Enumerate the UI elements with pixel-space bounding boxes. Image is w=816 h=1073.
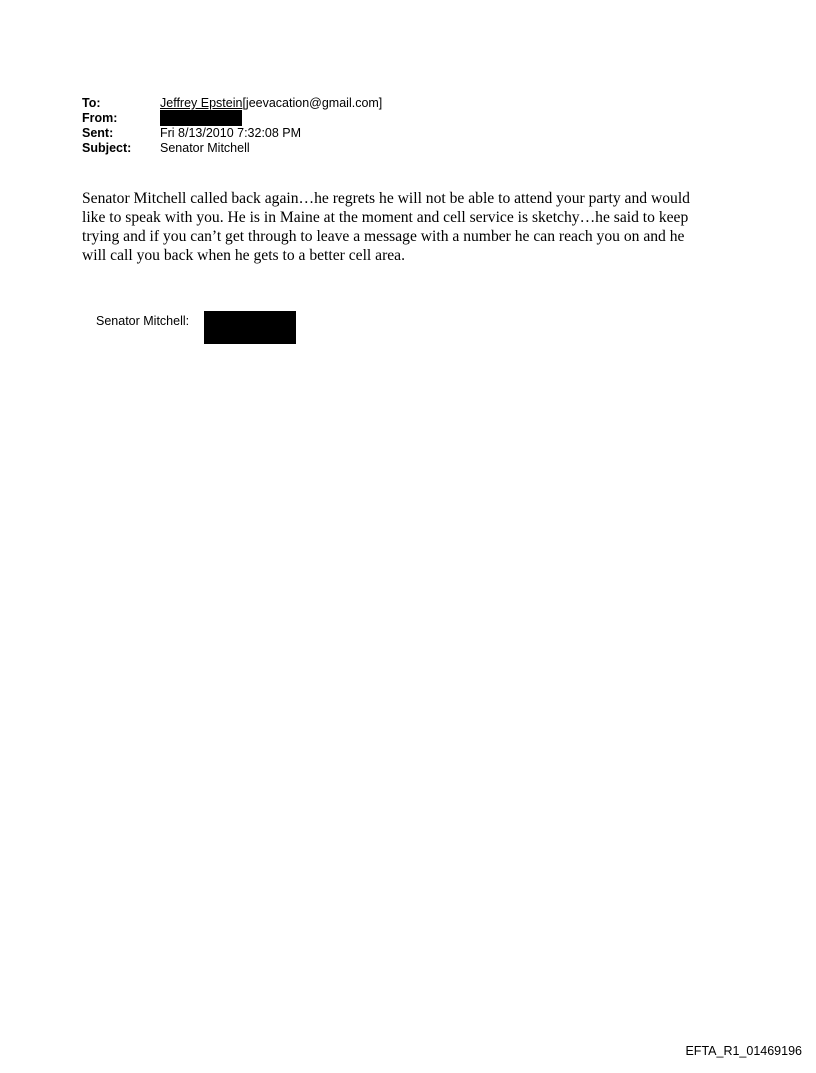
signature-label: Senator Mitchell: bbox=[96, 314, 190, 328]
subject-value: Senator Mitchell bbox=[160, 141, 250, 155]
body-line: like to speak with you. He is in Maine at the moment and cell service is sketchy…he said to keep bbox=[82, 209, 689, 226]
subject-label: Subject: bbox=[82, 141, 132, 155]
email-header bbox=[82, 96, 382, 156]
to-address: [jeevacation@gmail.com] bbox=[242, 96, 383, 110]
to-label: To: bbox=[82, 96, 101, 110]
from-label: From: bbox=[82, 111, 118, 125]
body-line: trying and if you can’t get through to leave a message with a number he can reach you on and he bbox=[82, 228, 685, 245]
body-line: Senator Mitchell called back again…he regrets he will not be able to attend your party and would bbox=[82, 190, 690, 207]
from-redaction-block bbox=[160, 110, 242, 126]
subject-row bbox=[82, 141, 382, 156]
document-id: EFTA_R1_01469196 bbox=[685, 1044, 802, 1058]
signature-redaction-block bbox=[204, 311, 296, 344]
body-line: will call you back when he gets to a better cell area. bbox=[82, 247, 405, 264]
to-name: Jeffrey Epstein bbox=[160, 96, 243, 110]
sent-row bbox=[82, 126, 382, 141]
to-row bbox=[82, 96, 382, 111]
sent-value: Fri 8/13/2010 7:32:08 PM bbox=[160, 126, 302, 140]
sent-label: Sent: bbox=[82, 126, 114, 140]
email-body bbox=[82, 189, 732, 265]
to-value bbox=[160, 96, 382, 111]
